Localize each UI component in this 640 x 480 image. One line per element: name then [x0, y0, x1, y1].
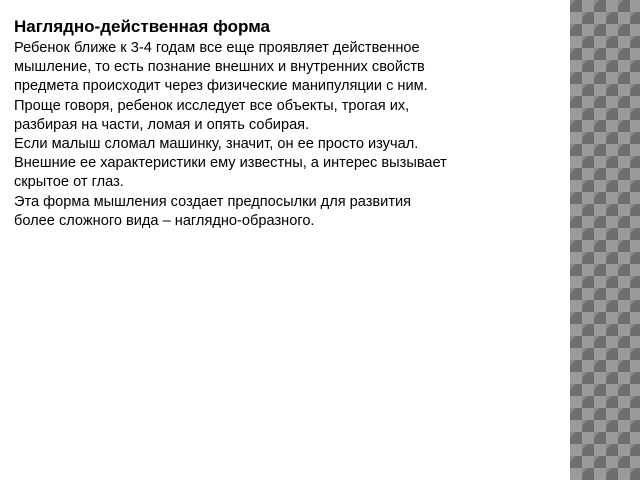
text-line: более сложного вида – наглядно-образного. [14, 212, 315, 229]
text-line: Проще говоря, ребенок исследует все объекты, трогая их, [14, 97, 410, 114]
text-line: предмета происходит через физические манипуляции с ним. [14, 78, 428, 95]
text-line: мышление, то есть познание внешних и внутренних свойств [14, 59, 425, 76]
text-line: Ребенок ближе к 3-4 годам все еще проявляет действенное [14, 40, 420, 56]
text-line: Эта форма мышления создает предпосылки для развития [14, 193, 412, 210]
text-line: скрытое от глаз. [14, 174, 124, 191]
text-line: Внешние ее характеристики ему известны, а интерес вызывает [14, 155, 447, 172]
text-line: Если малыш сломал машинку, значит, он ее просто изучал. [14, 136, 419, 153]
slide-content [14, 16, 564, 231]
slide-title: Наглядно-действенная форма [14, 17, 271, 36]
text-line: разбирая на части, ломая и опять собирая. [14, 116, 310, 133]
decorative-pattern-strip [570, 0, 640, 480]
